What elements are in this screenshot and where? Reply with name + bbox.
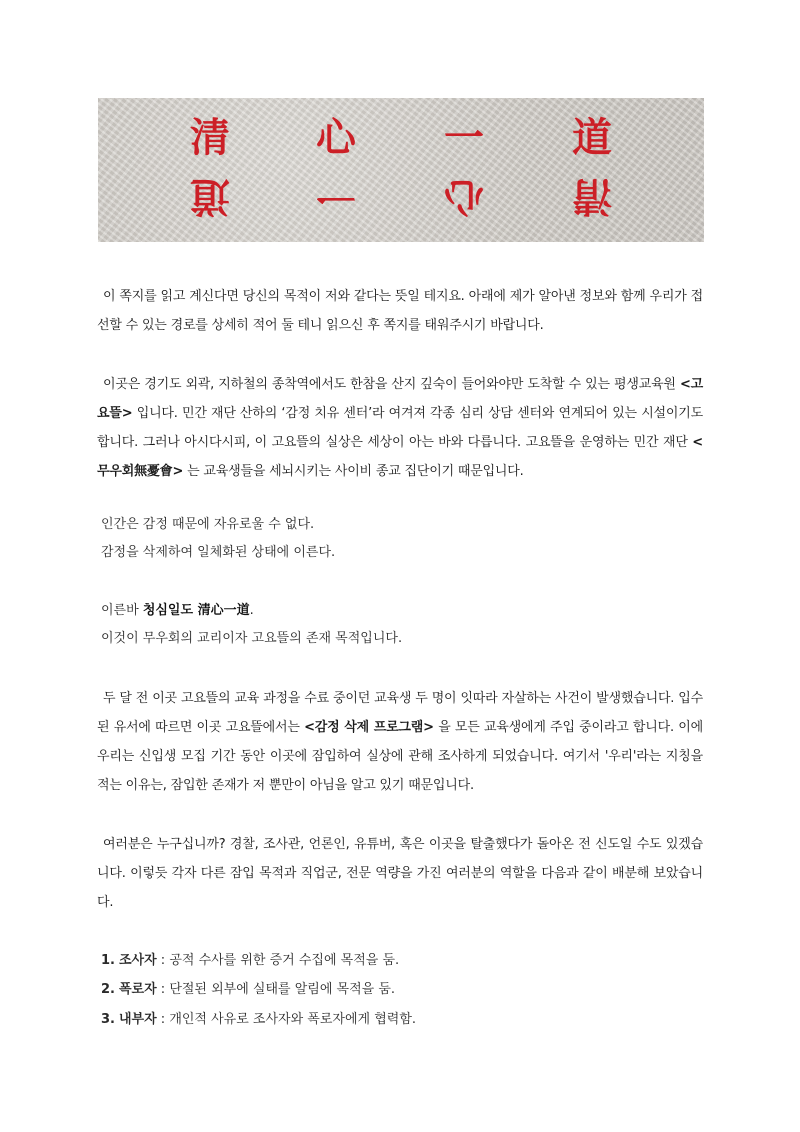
role-name: 폭로자 xyxy=(118,982,157,997)
doctrine-name: 청심일도 清心一道 xyxy=(142,603,250,618)
roles-intro-paragraph: 여러분은 누구십니까? 경찰, 조사관, 언론인, 유튜버, 혹은 이곳을 탈출했다가 돌아온 전 신도일 수도 있겠습니다. 이렇듯 각자 다른 잠입 목적과 직업군, 전문 역량을 가진 여러분의 역할을 다음과 같이 배분해 보았습니다. xyxy=(97,837,703,910)
banner-char-reflected: 清 xyxy=(572,173,612,220)
place-paragraph xyxy=(97,370,703,486)
role-desc: : 개인적 사유로 조사자와 폭로자에게 협력함. xyxy=(156,1012,417,1027)
place-text: 이곳은 경기도 외곽, 지하철의 종착역에서도 한참을 산지 깊숙이 들어와야만 도착할 수 있는 평생교육원 xyxy=(103,377,680,392)
program-name: <감정 삭제 프로그램> xyxy=(304,720,434,735)
incident-text: 을 모든 교육생에게 주입 중이라고 합니다. 이에 우리는 신입생 모집 기간 동안 이곳에 잠입하여 실상에 관해 조사하게 되었습니다. 여기서 '우리'라는 지칭을 적는 이유는, 잠입한 존재가 저 뿐만이 아님을 알고 있기 때문입니다. xyxy=(97,720,703,793)
place-text: 는 교육생들을 세뇌시키는 사이비 종교 집단이기 때문입니다. xyxy=(183,464,524,479)
role-name: 내부자 xyxy=(118,1012,157,1027)
role-number: 2. xyxy=(101,982,115,997)
quote-line-1: 인간은 감정 때문에 자유로울 수 없다. xyxy=(101,517,315,532)
intro-paragraph: 이 쪽지를 읽고 계신다면 당신의 목적이 저와 같다는 뜻일 테지요. 아래에 제가 알아낸 정보와 함께 우리가 접선할 수 있는 경로를 상세히 적어 둘 테니 읽으신 후 쪽지를 태워주시기 바랍니다. xyxy=(97,289,703,333)
role-desc: : 단절된 외부에 실태를 알림에 목적을 둠. xyxy=(156,982,396,997)
banner-char-reflected: 一 xyxy=(316,173,356,220)
banner-char-reflected: 道 xyxy=(190,173,230,220)
role-number: 3. xyxy=(101,1012,115,1027)
incident-paragraph xyxy=(97,684,703,800)
foundation-name: <무우회無憂會> xyxy=(97,435,703,479)
role-item xyxy=(101,951,399,971)
role-item xyxy=(101,1010,416,1030)
quote-line-2: 감정을 삭제하여 일체화된 상태에 이른다. xyxy=(101,545,336,560)
banner-char: 清 xyxy=(190,114,230,161)
banner-char: 心 xyxy=(316,114,356,161)
doctrine-line xyxy=(101,601,254,621)
role-name: 조사자 xyxy=(118,953,157,968)
doctrine-suffix: . xyxy=(249,603,254,618)
banner-char: 道 xyxy=(572,114,612,161)
role-number: 1. xyxy=(101,953,115,968)
banner-char-reflected: 心 xyxy=(444,173,484,220)
calligraphy-banner xyxy=(98,98,704,242)
role-desc: : 공적 수사를 위한 증거 수집에 목적을 둠. xyxy=(156,953,400,968)
banner-char: 一 xyxy=(444,114,484,161)
doctrine-prefix: 이른바 xyxy=(101,603,143,618)
role-item xyxy=(101,980,395,1000)
place-text: 입니다. 민간 재단 산하의 ‘감정 치유 센터’라 여겨져 각종 심리 상담 센터와 연계되어 있는 시설이기도 합니다. 그러나 아시다시피, 이 고요뜰의 실상은 세상이 아는 바와 다릅니다. 고요뜰을 운영하는 민간 재단 xyxy=(97,406,703,450)
incident-text: 두 달 전 이곳 고요뜰의 교육 과정을 수료 중이던 교육생 두 명이 잇따라 자살하는 사건이 발생했습니다. 입수된 유서에 따르면 이곳 고요뜰에서는 xyxy=(97,691,703,735)
doctrine-explanation: 이것이 무우회의 교리이자 고요뜰의 존재 목적입니다. xyxy=(101,631,403,646)
place-name: <고요뜰> xyxy=(97,377,703,421)
